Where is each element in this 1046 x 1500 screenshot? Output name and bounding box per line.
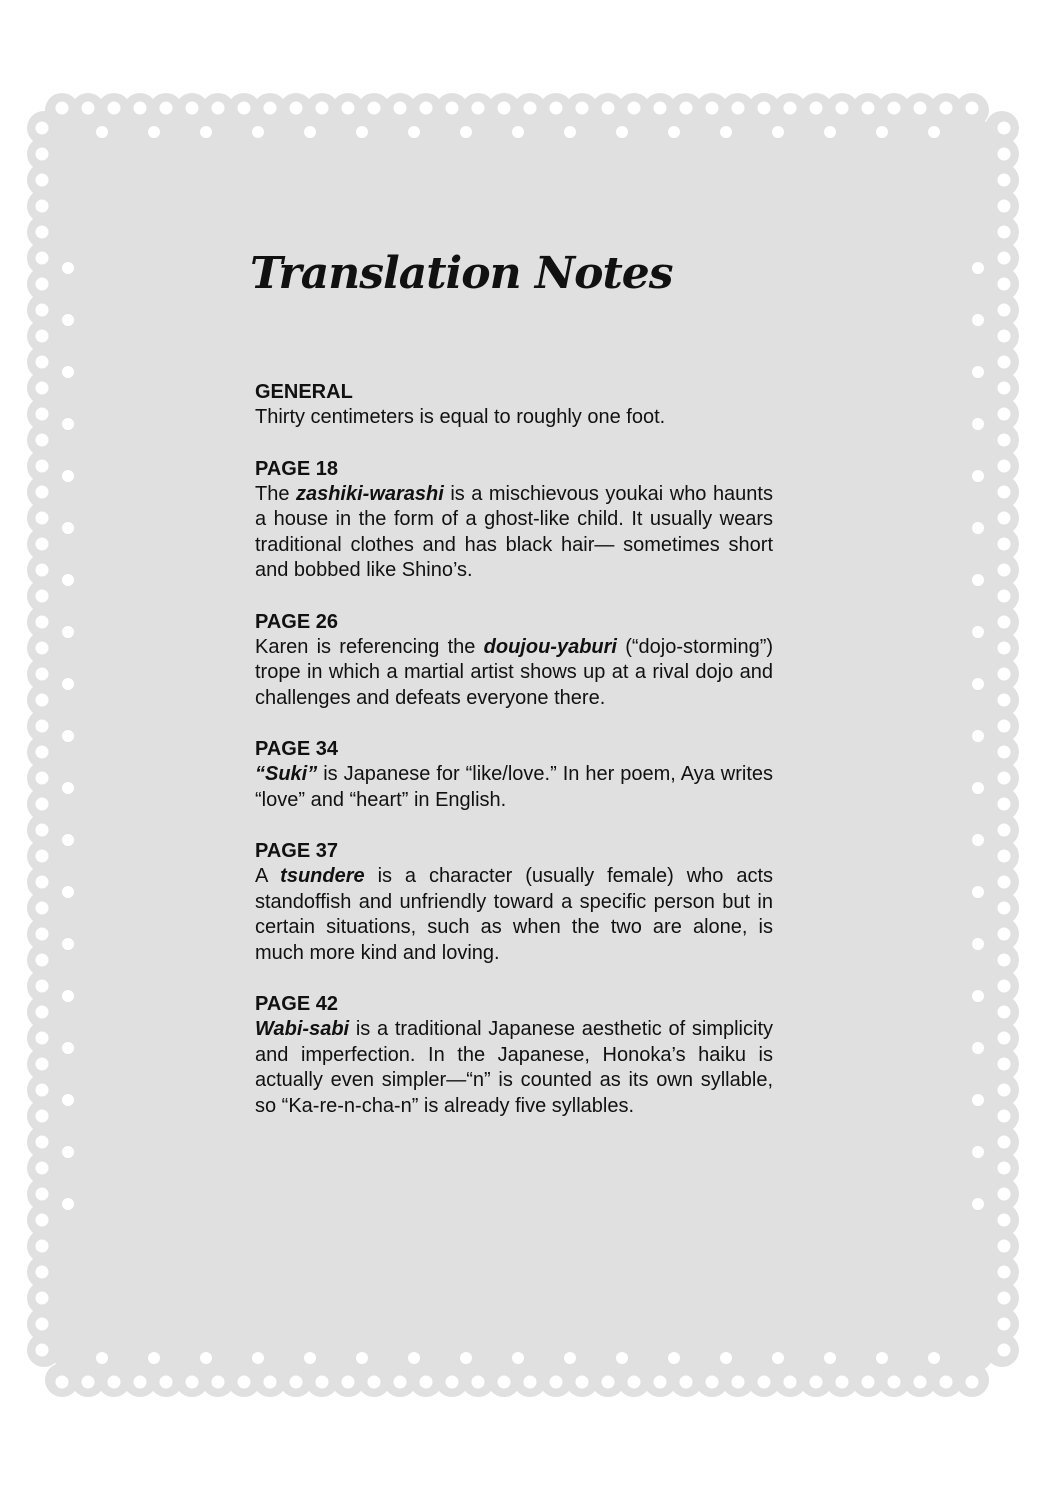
lace-hole bbox=[654, 102, 667, 115]
note-page-34 bbox=[255, 737, 773, 813]
lace-hole bbox=[264, 102, 277, 115]
lace-hole bbox=[304, 1352, 316, 1364]
lace-hole bbox=[36, 954, 49, 967]
lace-hole bbox=[342, 1376, 355, 1389]
lace-hole bbox=[36, 590, 49, 603]
note-page-18 bbox=[255, 457, 773, 584]
lace-hole bbox=[96, 126, 108, 138]
lace-hole bbox=[512, 1352, 524, 1364]
note-text-part: A bbox=[255, 865, 281, 887]
note-text-part: (“dojo-storming”) trope in which a martial artist shows up at a rival dojo and challenges and defeats everyone there. bbox=[255, 635, 774, 709]
lace-hole bbox=[810, 102, 823, 115]
lace-hole bbox=[62, 1042, 74, 1054]
lace-hole bbox=[706, 102, 719, 115]
lace-hole bbox=[972, 1198, 984, 1210]
lace-hole bbox=[186, 1376, 199, 1389]
lace-hole bbox=[972, 990, 984, 1002]
lace-hole bbox=[472, 102, 485, 115]
note-term: “Suki” bbox=[255, 763, 318, 785]
lace-hole bbox=[460, 1352, 472, 1364]
note-text bbox=[255, 482, 773, 584]
lace-hole bbox=[148, 1352, 160, 1364]
lace-hole bbox=[524, 102, 537, 115]
lace-hole bbox=[512, 126, 524, 138]
note-term: Wabi-sabi bbox=[255, 1018, 350, 1040]
lace-hole bbox=[356, 1352, 368, 1364]
lace-hole bbox=[36, 512, 49, 525]
lace-hole bbox=[36, 1344, 49, 1357]
lace-hole bbox=[998, 824, 1011, 837]
lace-hole bbox=[928, 1352, 940, 1364]
note-heading: PAGE 34 bbox=[255, 738, 338, 760]
lace-hole bbox=[36, 668, 49, 681]
lace-hole bbox=[446, 102, 459, 115]
note-heading: PAGE 18 bbox=[255, 457, 338, 480]
lace-hole bbox=[998, 512, 1011, 525]
lace-hole bbox=[62, 1146, 74, 1158]
lace-hole bbox=[368, 102, 381, 115]
lace-hole bbox=[972, 1094, 984, 1106]
lace-hole bbox=[998, 1032, 1011, 1045]
lace-hole bbox=[62, 938, 74, 950]
lace-hole bbox=[998, 902, 1011, 915]
note-text bbox=[255, 635, 773, 712]
lace-hole bbox=[252, 126, 264, 138]
lace-hole bbox=[758, 102, 771, 115]
lace-hole bbox=[972, 366, 984, 378]
lace-hole bbox=[36, 1266, 49, 1279]
lace-hole bbox=[616, 1352, 628, 1364]
lace-hole bbox=[186, 102, 199, 115]
lace-hole bbox=[36, 928, 49, 941]
lace-hole bbox=[36, 434, 49, 447]
lace-hole bbox=[772, 1352, 784, 1364]
lace-hole bbox=[36, 382, 49, 395]
lace-hole bbox=[998, 1344, 1011, 1357]
lace-hole bbox=[36, 278, 49, 291]
lace-hole bbox=[758, 1376, 771, 1389]
lace-hole bbox=[238, 1376, 251, 1389]
lace-hole bbox=[914, 102, 927, 115]
lace-hole bbox=[36, 1240, 49, 1253]
lace-hole bbox=[998, 1110, 1011, 1123]
lace-hole bbox=[998, 616, 1011, 629]
lace-hole bbox=[36, 252, 49, 265]
note-text bbox=[255, 1017, 773, 1119]
lace-hole bbox=[82, 1376, 95, 1389]
lace-hole bbox=[998, 174, 1011, 187]
lace-hole bbox=[824, 1352, 836, 1364]
lace-hole bbox=[446, 1376, 459, 1389]
lace-hole bbox=[998, 460, 1011, 473]
lace-hole bbox=[998, 980, 1011, 993]
lace-hole bbox=[998, 200, 1011, 213]
lace-hole bbox=[998, 668, 1011, 681]
note-text bbox=[255, 864, 773, 966]
lace-hole bbox=[998, 1136, 1011, 1149]
lace-hole bbox=[96, 1352, 108, 1364]
note-text-part: Thirty centimeters is equal to roughly one foot. bbox=[255, 406, 666, 428]
note-page-26 bbox=[255, 610, 773, 712]
lace-hole bbox=[972, 730, 984, 742]
lace-hole bbox=[972, 626, 984, 638]
note-text-part: is Japanese for “like/love.” In her poem, Aya writes “love” and “heart” in English. bbox=[255, 763, 773, 811]
lace-hole bbox=[62, 886, 74, 898]
lace-hole bbox=[998, 122, 1011, 135]
lace-hole bbox=[998, 642, 1011, 655]
note-term: doujou-yaburi bbox=[483, 635, 617, 658]
lace-hole bbox=[836, 1376, 849, 1389]
lace-hole bbox=[368, 1376, 381, 1389]
lace-hole bbox=[998, 928, 1011, 941]
lace-hole bbox=[460, 126, 472, 138]
lace-hole bbox=[36, 642, 49, 655]
lace-hole bbox=[160, 1376, 173, 1389]
note-page-42 bbox=[255, 992, 773, 1119]
lace-hole bbox=[420, 1376, 433, 1389]
lace-hole bbox=[36, 1318, 49, 1331]
lace-hole bbox=[148, 126, 160, 138]
lace-hole bbox=[238, 102, 251, 115]
lace-hole bbox=[420, 102, 433, 115]
lace-hole bbox=[62, 678, 74, 690]
lace-hole bbox=[36, 564, 49, 577]
lace-hole bbox=[62, 1094, 74, 1106]
lace-hole bbox=[940, 1376, 953, 1389]
note-text-part: is a character (usually female) who acts standoffish and unfriendly toward a specific person but in certain situations, such as when the two are alone, is much more kind and loving. bbox=[255, 865, 774, 964]
lace-hole bbox=[966, 1376, 979, 1389]
note-heading: PAGE 26 bbox=[255, 610, 338, 633]
lace-hole bbox=[836, 102, 849, 115]
lace-hole bbox=[56, 1376, 69, 1389]
lace-hole bbox=[998, 278, 1011, 291]
lace-hole bbox=[972, 262, 984, 274]
lace-hole bbox=[498, 1376, 511, 1389]
lace-hole bbox=[62, 990, 74, 1002]
lace-hole bbox=[784, 102, 797, 115]
lace-hole bbox=[680, 102, 693, 115]
lace-hole bbox=[628, 102, 641, 115]
lace-hole bbox=[160, 102, 173, 115]
lace-hole bbox=[408, 126, 420, 138]
lace-hole bbox=[998, 1266, 1011, 1279]
lace-hole bbox=[732, 102, 745, 115]
lace-hole bbox=[36, 902, 49, 915]
lace-hole bbox=[36, 850, 49, 863]
lace-hole bbox=[36, 1058, 49, 1071]
lace-hole bbox=[56, 102, 69, 115]
lace-hole bbox=[972, 886, 984, 898]
lace-hole bbox=[998, 876, 1011, 889]
lace-hole bbox=[394, 1376, 407, 1389]
lace-hole bbox=[972, 418, 984, 430]
lace-hole bbox=[290, 1376, 303, 1389]
lace-hole bbox=[36, 538, 49, 551]
lace-hole bbox=[36, 1292, 49, 1305]
note-general bbox=[255, 380, 773, 431]
lace-hole bbox=[998, 1240, 1011, 1253]
lace-hole bbox=[998, 590, 1011, 603]
lace-hole bbox=[998, 434, 1011, 447]
lace-hole bbox=[134, 102, 147, 115]
lace-hole bbox=[862, 102, 875, 115]
lace-hole bbox=[62, 314, 74, 326]
lace-hole bbox=[972, 522, 984, 534]
lace-hole bbox=[62, 782, 74, 794]
lace-hole bbox=[998, 226, 1011, 239]
lace-hole bbox=[998, 1058, 1011, 1071]
lace-hole bbox=[36, 616, 49, 629]
lace-hole bbox=[972, 782, 984, 794]
lace-hole bbox=[876, 1352, 888, 1364]
lace-hole bbox=[928, 126, 940, 138]
note-text bbox=[255, 405, 773, 431]
lace-hole bbox=[316, 1376, 329, 1389]
lace-hole bbox=[252, 1352, 264, 1364]
lace-hole bbox=[36, 1188, 49, 1201]
lace-hole bbox=[998, 356, 1011, 369]
lace-hole bbox=[940, 102, 953, 115]
lace-hole bbox=[972, 1146, 984, 1158]
lace-hole bbox=[998, 148, 1011, 161]
lace-hole bbox=[36, 408, 49, 421]
lace-hole bbox=[772, 126, 784, 138]
lace-hole bbox=[720, 1352, 732, 1364]
lace-hole bbox=[550, 1376, 563, 1389]
lace-hole bbox=[304, 126, 316, 138]
lace-hole bbox=[36, 720, 49, 733]
note-term: zashiki-warashi bbox=[295, 482, 444, 505]
lace-hole bbox=[628, 1376, 641, 1389]
lace-hole bbox=[888, 102, 901, 115]
lace-hole bbox=[972, 678, 984, 690]
lace-hole bbox=[972, 834, 984, 846]
lace-hole bbox=[824, 126, 836, 138]
lace-hole bbox=[36, 772, 49, 785]
lace-hole bbox=[972, 574, 984, 586]
lace-hole bbox=[36, 122, 49, 135]
lace-hole bbox=[998, 408, 1011, 421]
lace-hole bbox=[654, 1376, 667, 1389]
lace-hole bbox=[998, 1292, 1011, 1305]
note-text-part: The bbox=[255, 482, 296, 505]
lace-hole bbox=[576, 1376, 589, 1389]
lace-hole bbox=[616, 126, 628, 138]
lace-hole bbox=[62, 626, 74, 638]
lace-hole bbox=[36, 798, 49, 811]
lace-hole bbox=[82, 102, 95, 115]
lace-hole bbox=[408, 1352, 420, 1364]
lace-hole bbox=[732, 1376, 745, 1389]
lace-hole bbox=[998, 772, 1011, 785]
lace-hole bbox=[550, 102, 563, 115]
lace-hole bbox=[62, 730, 74, 742]
page-title: Translation Notes bbox=[250, 248, 673, 299]
note-heading: PAGE 37 bbox=[255, 840, 338, 862]
lace-hole bbox=[888, 1376, 901, 1389]
note-page-37 bbox=[255, 839, 773, 966]
lace-hole bbox=[972, 938, 984, 950]
lace-hole bbox=[212, 102, 225, 115]
lace-hole bbox=[212, 1376, 225, 1389]
lace-hole bbox=[998, 382, 1011, 395]
lace-hole bbox=[36, 356, 49, 369]
lace-hole bbox=[394, 102, 407, 115]
lace-hole bbox=[36, 200, 49, 213]
lace-hole bbox=[62, 366, 74, 378]
lace-hole bbox=[668, 1352, 680, 1364]
lace-hole bbox=[36, 746, 49, 759]
note-heading: GENERAL bbox=[255, 381, 353, 403]
lace-hole bbox=[36, 694, 49, 707]
lace-hole bbox=[524, 1376, 537, 1389]
note-term: tsundere bbox=[280, 865, 365, 887]
lace-hole bbox=[668, 126, 680, 138]
lace-hole bbox=[36, 330, 49, 343]
lace-hole bbox=[998, 486, 1011, 499]
lace-hole bbox=[36, 1006, 49, 1019]
lace-hole bbox=[36, 460, 49, 473]
lace-hole bbox=[498, 102, 511, 115]
lace-hole bbox=[602, 102, 615, 115]
lace-hole bbox=[602, 1376, 615, 1389]
lace-hole bbox=[972, 470, 984, 482]
lace-hole bbox=[36, 1110, 49, 1123]
lace-hole bbox=[36, 1136, 49, 1149]
lace-hole bbox=[564, 126, 576, 138]
lace-hole bbox=[62, 470, 74, 482]
lace-hole bbox=[356, 126, 368, 138]
lace-hole bbox=[108, 102, 121, 115]
note-heading: PAGE 42 bbox=[255, 993, 338, 1015]
lace-hole bbox=[36, 1084, 49, 1097]
lace-hole bbox=[914, 1376, 927, 1389]
lace-hole bbox=[998, 1084, 1011, 1097]
lace-hole bbox=[316, 102, 329, 115]
lace-hole bbox=[998, 1162, 1011, 1175]
note-text-part: is a mischievous youkai who haunts a house in the form of a ghost-like child. It usually wears traditional clothes and has black hair— sometimes short and bobbed like Shino’s. bbox=[255, 482, 773, 581]
lace-hole bbox=[472, 1376, 485, 1389]
lace-hole bbox=[972, 1042, 984, 1054]
lace-hole bbox=[36, 1162, 49, 1175]
lace-hole bbox=[62, 262, 74, 274]
lace-hole bbox=[36, 304, 49, 317]
notes-list bbox=[255, 380, 773, 1145]
lace-hole bbox=[998, 304, 1011, 317]
lace-hole bbox=[36, 226, 49, 239]
lace-hole bbox=[36, 1032, 49, 1045]
lace-hole bbox=[200, 1352, 212, 1364]
lace-hole bbox=[998, 694, 1011, 707]
lace-hole bbox=[564, 1352, 576, 1364]
lace-hole bbox=[998, 1006, 1011, 1019]
lace-hole bbox=[998, 1188, 1011, 1201]
lace-hole bbox=[342, 102, 355, 115]
lace-hole bbox=[200, 126, 212, 138]
lace-hole bbox=[264, 1376, 277, 1389]
lace-hole bbox=[972, 314, 984, 326]
lace-hole bbox=[966, 102, 979, 115]
lace-hole bbox=[998, 954, 1011, 967]
lace-hole bbox=[998, 538, 1011, 551]
lace-hole bbox=[36, 174, 49, 187]
lace-hole bbox=[998, 252, 1011, 265]
lace-hole bbox=[720, 126, 732, 138]
note-text-part: is a traditional Japanese aesthetic of simplicity and imperfection. In the Japanese, Honoka’s haiku is actually even simpler—“n” is counted as its own syllable, so “Ka-re-n-cha-n” is already five syllables. bbox=[255, 1018, 773, 1117]
lace-hole bbox=[62, 574, 74, 586]
lace-hole bbox=[134, 1376, 147, 1389]
lace-hole bbox=[998, 720, 1011, 733]
lace-hole bbox=[62, 1198, 74, 1210]
lace-hole bbox=[998, 746, 1011, 759]
lace-hole bbox=[36, 1214, 49, 1227]
lace-hole bbox=[706, 1376, 719, 1389]
lace-hole bbox=[108, 1376, 121, 1389]
note-text bbox=[255, 762, 773, 813]
note-text-part: Karen is referencing the bbox=[255, 635, 484, 658]
lace-hole bbox=[998, 564, 1011, 577]
lace-hole bbox=[36, 824, 49, 837]
lace-hole bbox=[36, 876, 49, 889]
lace-hole bbox=[998, 330, 1011, 343]
lace-hole bbox=[680, 1376, 693, 1389]
lace-hole bbox=[998, 1318, 1011, 1331]
lace-hole bbox=[36, 980, 49, 993]
lace-hole bbox=[862, 1376, 875, 1389]
lace-hole bbox=[62, 834, 74, 846]
lace-hole bbox=[784, 1376, 797, 1389]
lace-hole bbox=[998, 798, 1011, 811]
lace-hole bbox=[62, 418, 74, 430]
lace-hole bbox=[36, 486, 49, 499]
lace-hole bbox=[876, 126, 888, 138]
lace-hole bbox=[998, 1214, 1011, 1227]
lace-hole bbox=[36, 148, 49, 161]
lace-hole bbox=[290, 102, 303, 115]
lace-hole bbox=[62, 522, 74, 534]
lace-hole bbox=[810, 1376, 823, 1389]
lace-hole bbox=[576, 102, 589, 115]
lace-hole bbox=[998, 850, 1011, 863]
